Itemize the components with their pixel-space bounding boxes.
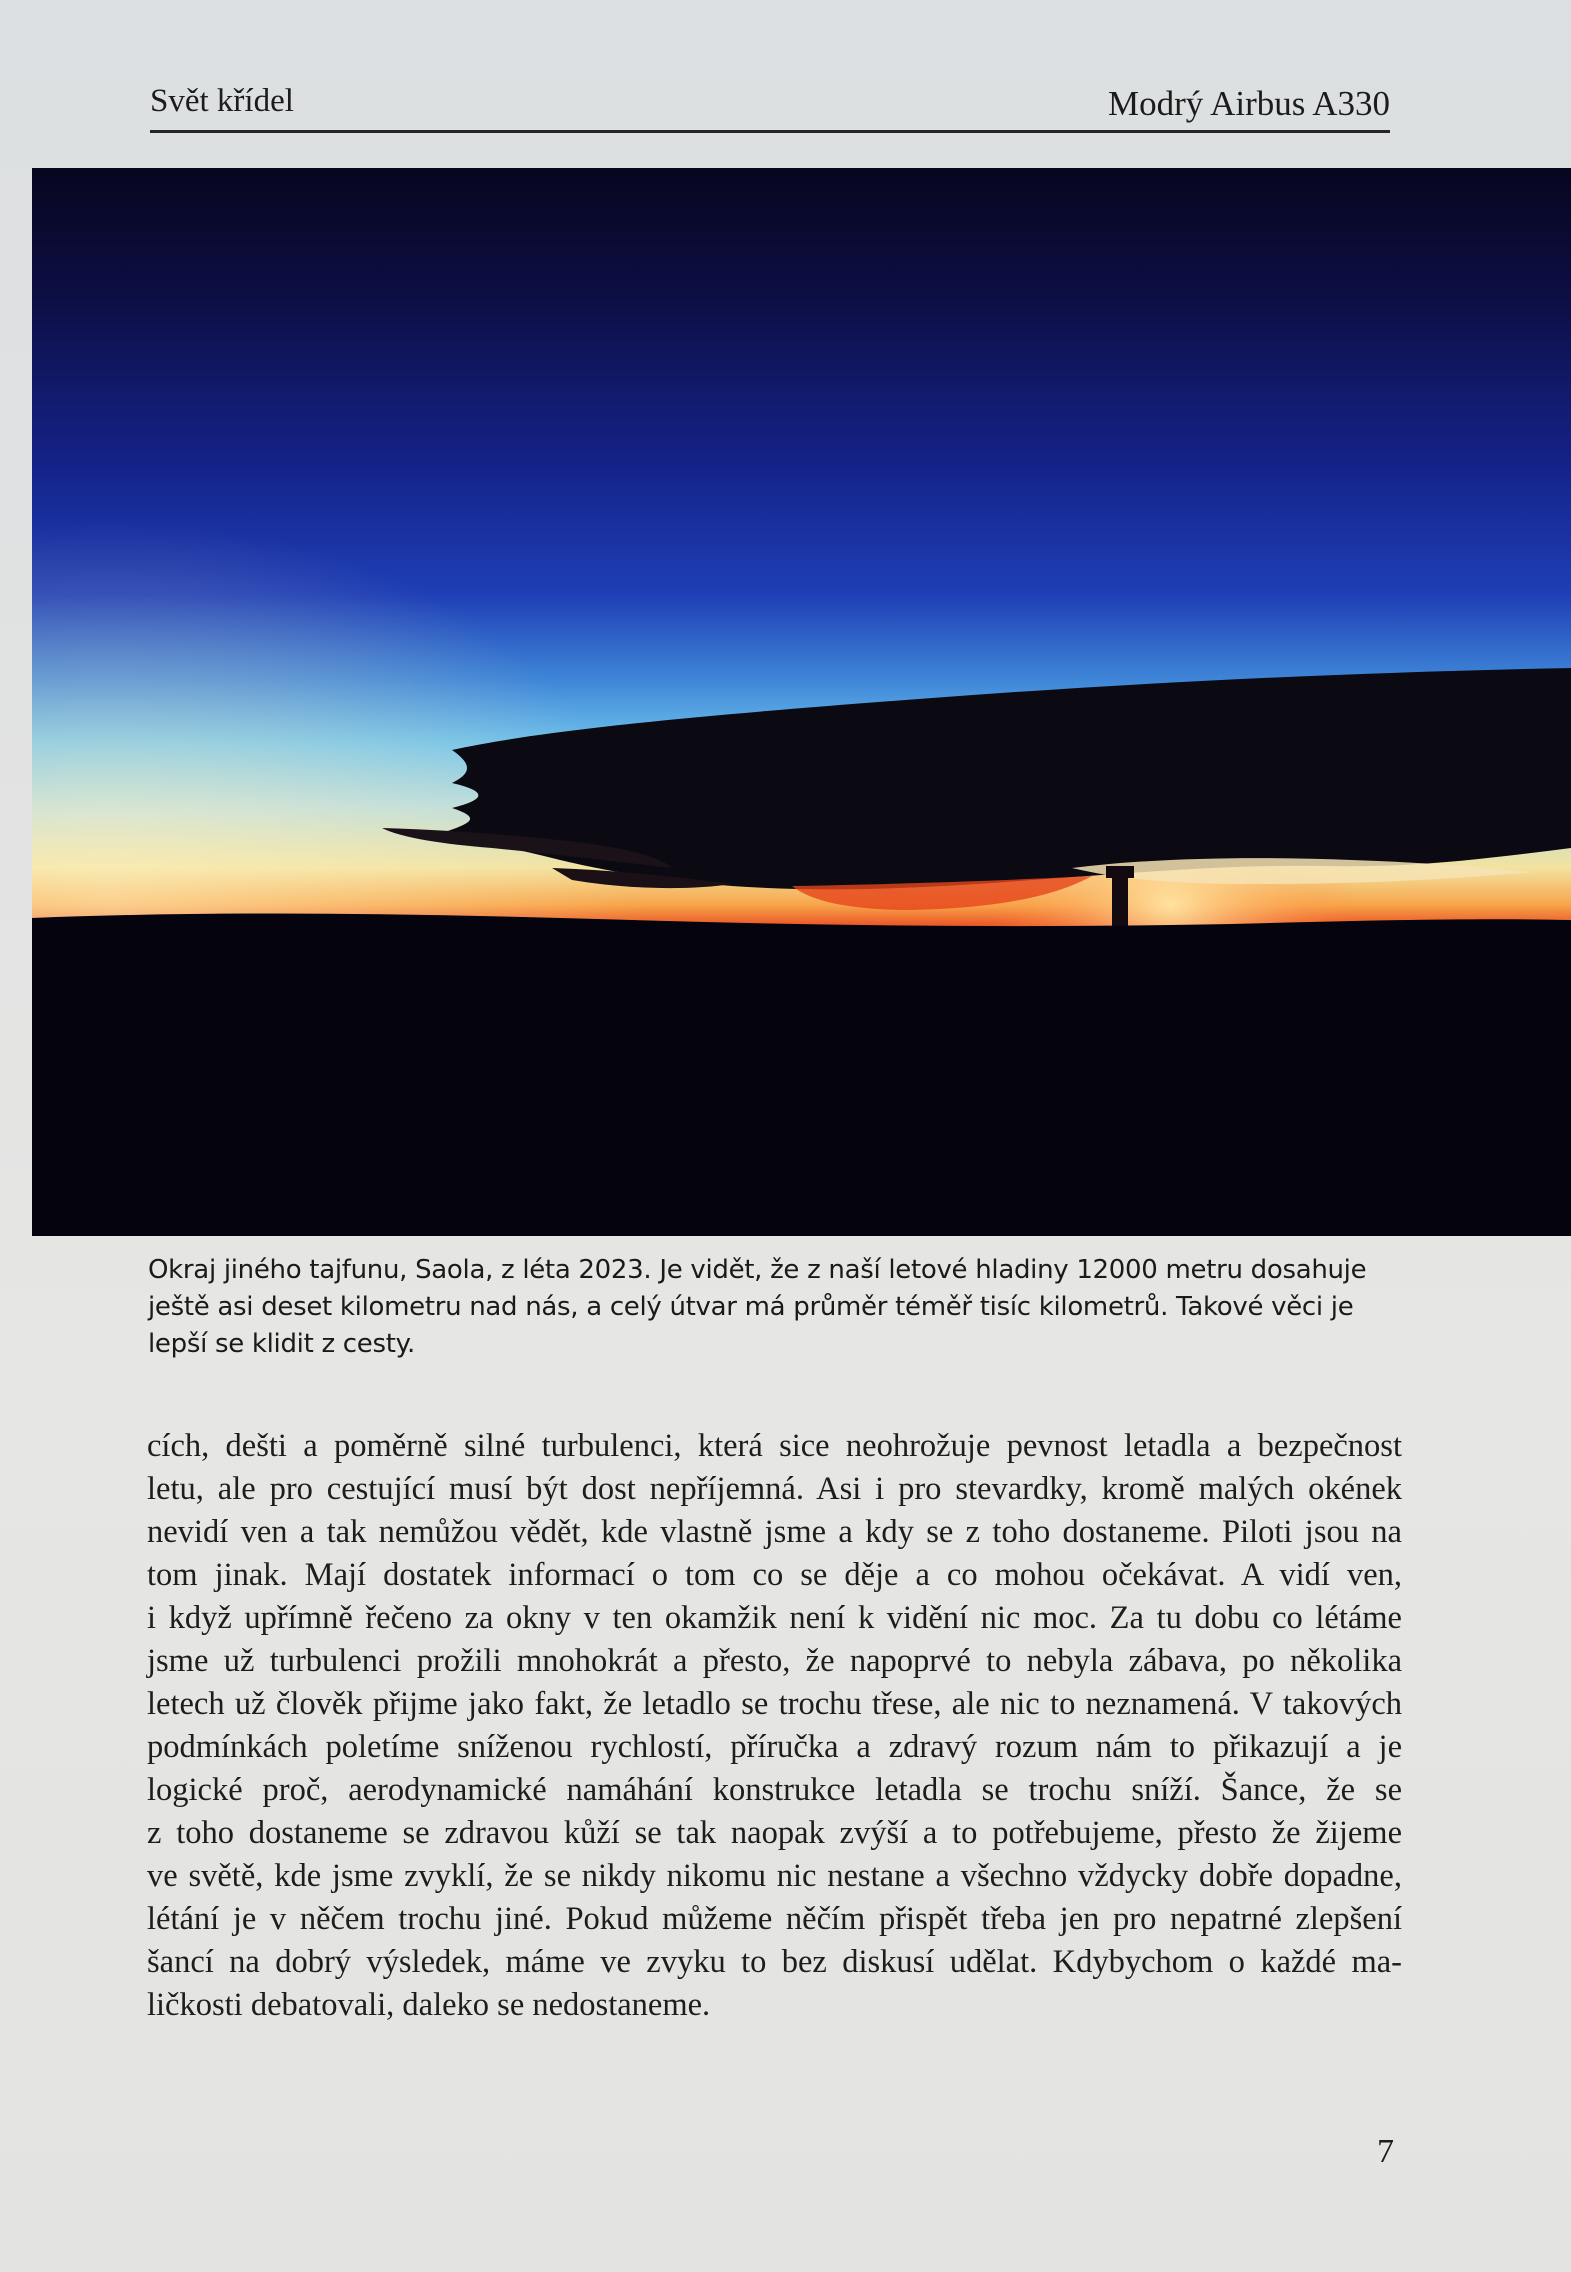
typhoon-cloud-sunset-photo [32,168,1571,1236]
body-line: logické proč, aerodynamické namáhání konstrukce letadla se trochu sníží. Šance, že se [147,1772,1402,1808]
header-chapter-title: Modrý Airbus A330 [1108,84,1390,123]
header-book-title: Svět křídel [150,83,294,119]
body-line: cích, dešti a poměrně silné turbulenci, která sice neohrožuje pevnost letadla a bezpečnost [147,1428,1402,1464]
photo-caption: Okraj jiného tajfunu, Saola, z léta 2023. Je vidět, že z naší letové hladiny 12000 metru dosahuje ještě asi deset kilometru nad nás, a celý útvar má průměr téměř tisíc kilometrů. Takové věci je lepší se klidit z cesty. [148,1255,1367,1359]
body-line: ve světě, kde jsme zvyklí, že se nikdy nikomu nic nestane a všechno vždycky dobře dopadne, [147,1858,1402,1894]
body-line: ličkosti debatovali, daleko se nedostaneme. [147,1987,711,2023]
photo-illustration [32,168,1571,1236]
body-line: létání je v něčem trochu jiné. Pokud můžeme něčím přispět třeba jen pro nepatrné zlepšení [147,1901,1402,1937]
running-header [150,74,1390,133]
body-line: podmínkách poletíme sníženou rychlostí, příručka a zdravý rozum nám to přikazují a je [147,1729,1402,1765]
body-line: z toho dostaneme se zdravou kůží se tak naopak zvýší a to potřebujeme, přesto že žijeme [147,1815,1402,1851]
body-line: i když upřímně řečeno za okny v ten okamžik není k vidění nic moc. Za tu dobu co létáme [147,1600,1402,1636]
page-number: 7 [1377,2133,1394,2170]
body-line: tom jinak. Mají dostatek informací o tom co se děje a co mohou očekávat. A vidí ven, [147,1557,1402,1593]
body-line: letu, ale pro cestující musí být dost nepříjemná. Asi i pro stevardky, kromě malých okének [147,1471,1402,1507]
body-line: letech už člověk přijme jako fakt, že letadlo se trochu třese, ale nic to neznamená. V takových [147,1686,1402,1722]
body-line: nevidí ven a tak nemůžou vědět, kde vlastně jsme a kdy se z toho dostaneme. Piloti jsou na [147,1514,1402,1550]
body-line: šancí na dobrý výsledek, máme ve zvyku to bez diskusí udělat. Kdybychom o každé ma- [147,1944,1402,1980]
body-paragraph [147,1425,1402,2027]
body-line: jsme už turbulenci prožili mnohokrát a přesto, že napoprvé to nebyla zábava, po několika [147,1643,1402,1679]
